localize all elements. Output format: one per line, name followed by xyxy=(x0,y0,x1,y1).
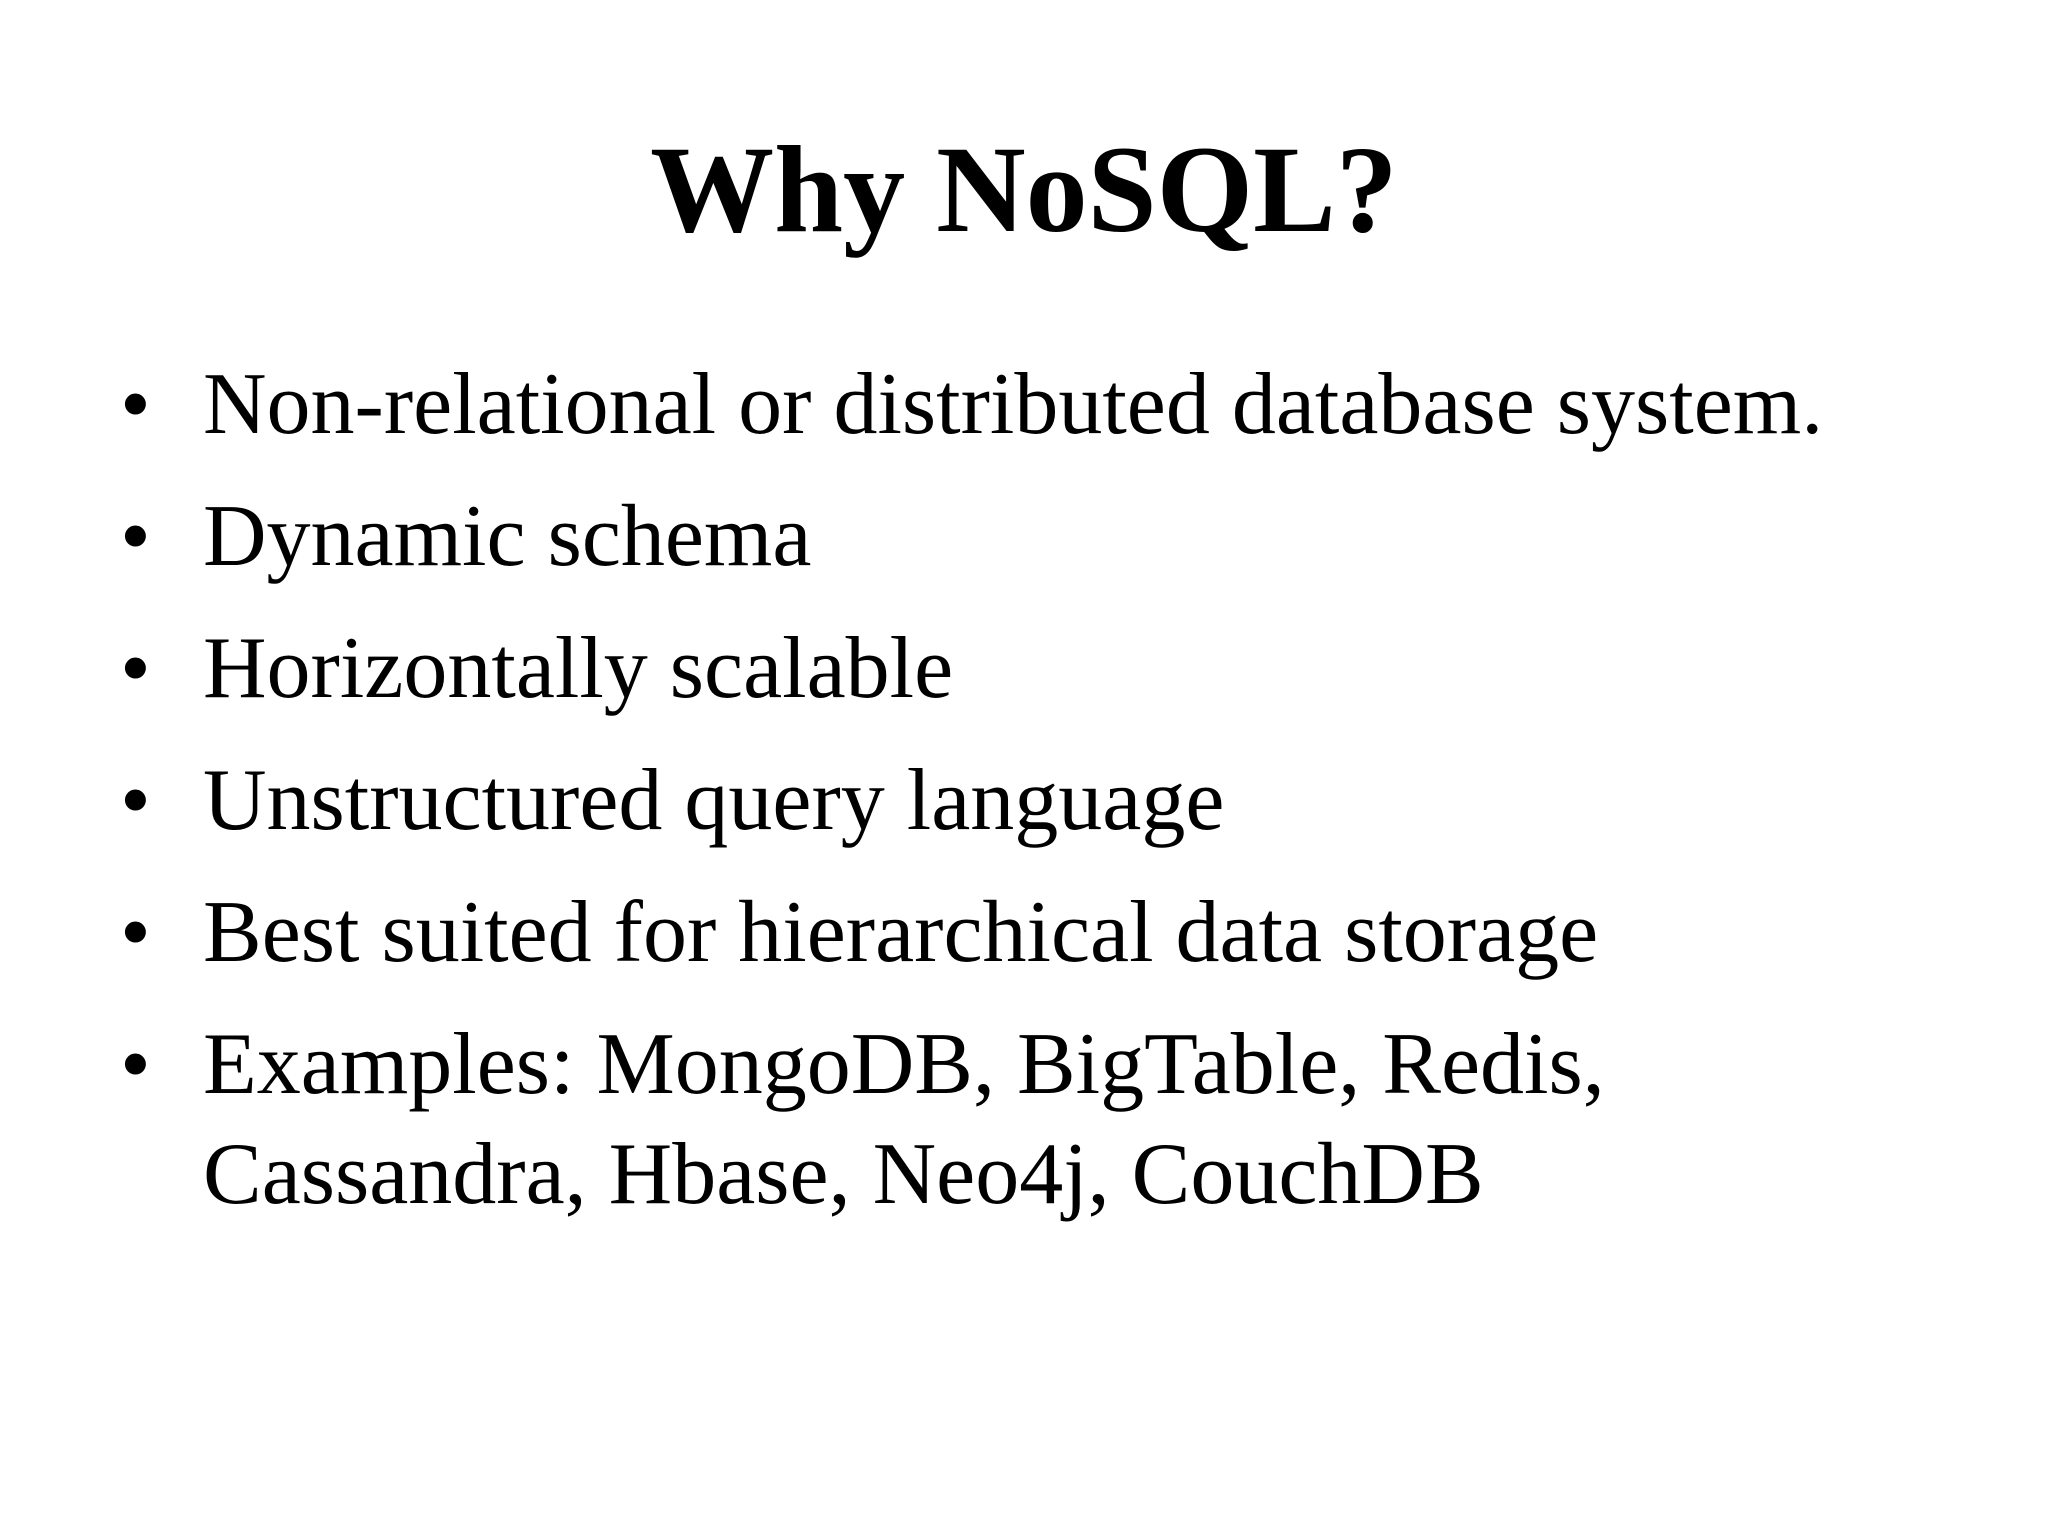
list-item xyxy=(120,482,1980,592)
bullet-text: Best suited for hierarchical data storage xyxy=(203,884,1599,981)
bullet-icon: • xyxy=(120,488,151,585)
bullet-text: Examples: MongoDB, BigTable, Redis, Cassandra, Hbase, Neo4j, CouchDB xyxy=(203,1016,1605,1223)
bullet-list xyxy=(120,350,1980,1252)
list-item xyxy=(120,614,1980,724)
bullet-text: Non-relational or distributed database system. xyxy=(203,356,1824,453)
bullet-text: Unstructured query language xyxy=(203,752,1225,849)
bullet-icon: • xyxy=(120,620,151,717)
list-item xyxy=(120,746,1980,856)
bullet-icon: • xyxy=(120,752,151,849)
list-item xyxy=(120,350,1980,460)
bullet-icon: • xyxy=(120,1016,151,1113)
bullet-text: Horizontally scalable xyxy=(203,620,954,717)
bullet-text: Dynamic schema xyxy=(203,488,812,585)
bullet-icon: • xyxy=(120,884,151,981)
slide-title: Why NoSQL? xyxy=(650,121,1398,258)
list-item xyxy=(120,878,1980,988)
list-item xyxy=(120,1010,1980,1230)
bullet-icon: • xyxy=(120,356,151,453)
